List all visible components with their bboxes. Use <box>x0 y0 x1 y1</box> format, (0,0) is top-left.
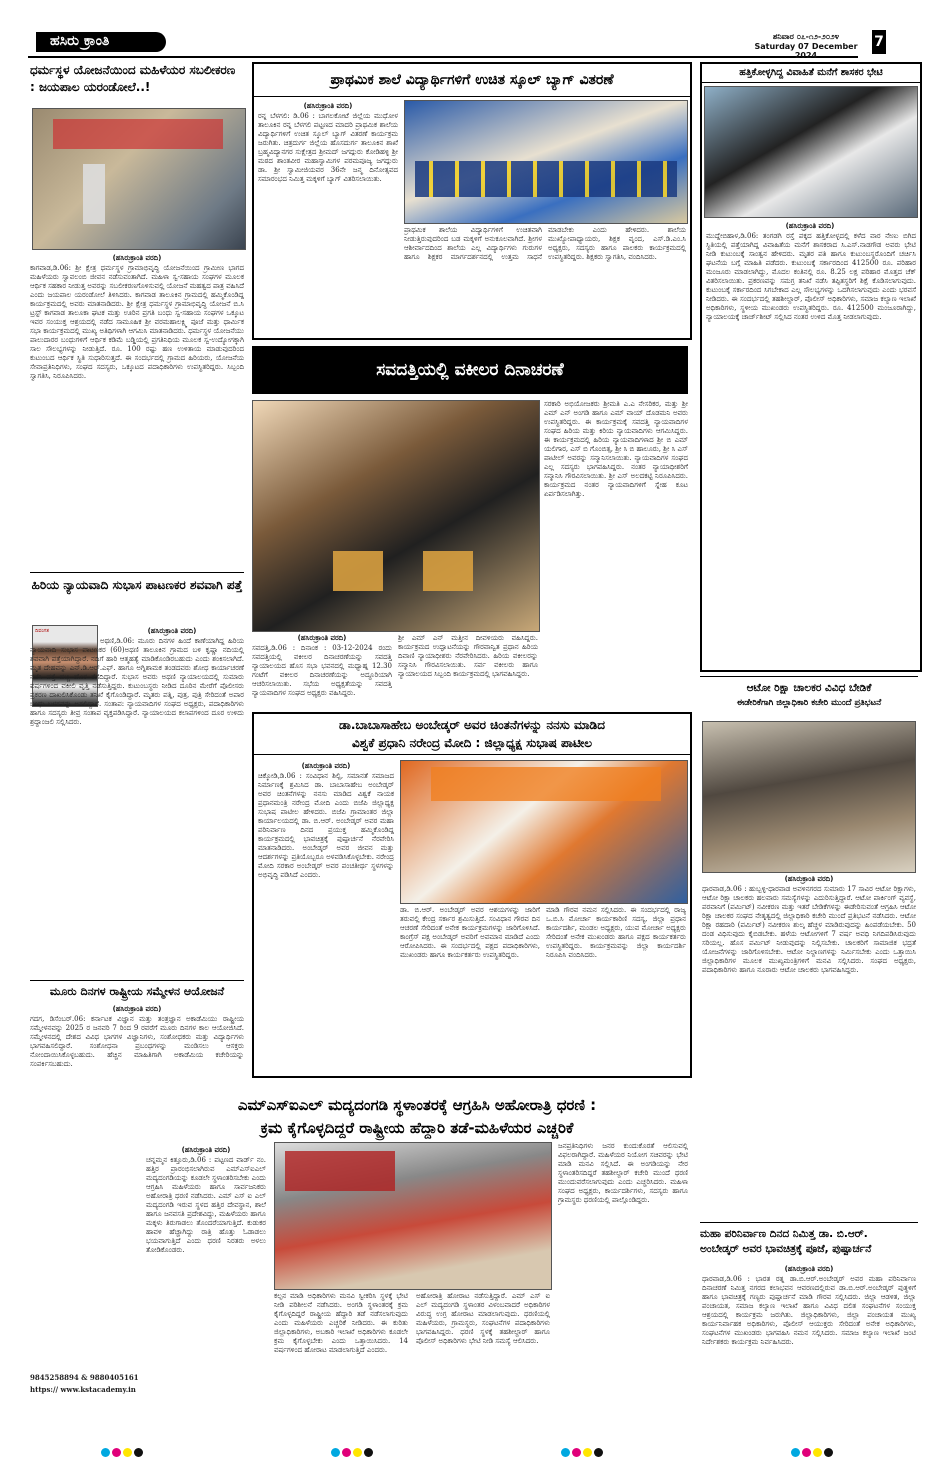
photo-women-protest <box>274 1142 552 1290</box>
banner-graphic <box>53 119 223 149</box>
magenta-mark <box>112 1448 121 1457</box>
cyan-mark <box>101 1448 110 1457</box>
headline-band: ಸವದತ್ತಿಯಲ್ಲಿ ವಕೀಲರ ದಿನಾಚರಣೆ <box>252 346 688 394</box>
headline-line1: ಡಾ.ಬಾಬಾಸಾಹೇಬ ಅಂಬೇಡ್ಕರ್ ಅವರ ಚಿಂತನೆಗಳನ್ನು ನನಸು ಮಾಡಿದ <box>338 718 605 732</box>
date-english: Saturday 07 December 2024 <box>754 42 858 60</box>
article-body-b: ಡಾ. ಬಿ.ಆರ್. ಅಂಬೇಡ್ಕರ್ ಅವರ ಆಶಯಗಳನ್ನು ಜಾರಿಗೆ ತರುವಲ್ಲಿ ಕೇಂದ್ರ ಸರ್ಕಾರ ಶ್ರಮಿಸುತ್ತಿದೆ. ಸಂವಿಧಾನ ಗೌರವ ದಿನ ಆಚರಣೆ ಸೇರಿದಂತೆ ಅನೇಕ ಕಾರ್ಯಕ್ರಮಗಳನ್ನು ಜಾರಿಗೊಳಿಸಿದೆ. ಕಾಂಗ್ರೆಸ್ ಪಕ್ಷ ಅಂಬೇಡ್ಕರ್ ಅವರಿಗೆ ಅವಮಾನ ಮಾಡಿದೆ ಎಂದು ಆರೋಪಿಸಿದರು. ಈ ಸಂದರ್ಭದಲ್ಲಿ ಪಕ್ಷದ ಪದಾಧಿಕಾರಿಗಳು, ಮುಖಂಡರು ಹಾಗೂ ಕಾರ್ಯಕರ್ತರು ಉಪಸ್ಥಿತರಿದ್ದರು. <box>400 906 540 959</box>
dateline: (ಹಸಿರುಕ್ರಾಂತಿ ವರದಿ) <box>147 627 197 635</box>
cyan-mark <box>331 1448 340 1457</box>
article-vakilara-dinacharane <box>252 346 688 704</box>
bjp-banner-graphic <box>431 767 661 801</box>
registration-marks-3 <box>560 1442 604 1461</box>
masthead <box>28 30 884 60</box>
cyan-mark <box>791 1448 800 1457</box>
headline-line2: ಈಡೇರಿಕೆಗಾಗಿ ಜಿಲ್ಲಾಧಿಕಾರಿ ಕಚೇರಿ ಮುಂದೆ ಪ್ರತಿಭಟನೆ <box>736 698 882 708</box>
frame-right-graphic <box>423 551 473 591</box>
dateline: (ಹಸಿರುಕ್ರಾಂತಿ ವರದಿ) <box>303 102 353 110</box>
article-body: ಧಾರವಾಡ,ಡಿ.06 : ಭಾರತ ರತ್ನ ಡಾ.ಬಿ.ಆರ್.ಅಂಬೇಡ್ಕರ್ ಅವರ ಮಹಾ ಪರಿನಿರ್ವಾಣ ದಿನಾಚರಣೆ ನಿಮಿತ್ತ ನಗರದ ಕಲಾಭವನ ಆವರಣದಲ್ಲಿರುವ ಡಾ.ಬಿ.ಆರ್.ಅಂಬೇಡ್ಕರ್ ಪುತ್ಥಳಿಗೆ ಹಾಗೂ ಭಾವಚಿತ್ರಕ್ಕೆ ಗಣ್ಯರು ಪುಷ್ಪಾರ್ಚನೆ ಮಾಡಿ ಗೌರವ ಸಲ್ಲಿಸಿದರು. ಜಿಲ್ಲಾ ಆಡಳಿತ, ಜಿಲ್ಲಾ ಪಂಚಾಯತ, ಸಮಾಜ ಕಲ್ಯಾಣ ಇಲಾಖೆ ಹಾಗೂ ವಿವಿಧ ದಲಿತ ಸಂಘಟನೆಗಳ ಸಂಯುಕ್ತ ಆಶ್ರಯದಲ್ಲಿ ಕಾರ್ಯಕ್ರಮ ಜರುಗಿತು. ಜಿಲ್ಲಾಧಿಕಾರಿಗಳು, ಜಿಲ್ಲಾ ಪಂಚಾಯತ ಮುಖ್ಯ ಕಾರ್ಯನಿರ್ವಾಹಕ ಅಧಿಕಾರಿಗಳು, ಪೊಲೀಸ್ ಆಯುಕ್ತರು ಸೇರಿದಂತೆ ಅನೇಕ ಅಧಿಕಾರಿಗಳು, ಸಂಘಟನೆಗಳ ಮುಖಂಡರು ಭಾಗವಹಿಸಿ ನಮನ ಸಲ್ಲಿಸಿದರು. ಸಮಾಜ ಕಲ್ಯಾಣ ಇಲಾಖೆ ಜಂಟಿ ನಿರ್ದೇಶಕರು ಕಾರ್ಯಕ್ರಮ ನಿರ್ವಹಿಸಿದರು. <box>702 1275 916 1346</box>
page-number: 7 <box>872 30 886 54</box>
headline: ಹಿರಿಯ ನ್ಯಾಯವಾದಿ ಸುಭಾಸ ಪಾಟಣಕರ ಶವವಾಗಿ ಪತ್ತೆ <box>31 578 243 592</box>
dateline: (ಹಸಿರುಕ್ರಾಂತಿ ವರದಿ) <box>784 1265 834 1273</box>
headline: ಮೂರು ದಿನಗಳ ರಾಷ್ಟ್ರೀಯ ಸಮ್ಮೇಳನ ಆಯೋಜನೆ <box>49 985 225 998</box>
article-body-b: ಶ್ರೀ ಎಮ್ ಎನ್ ಮತ್ತೀನ ದೀವಳಿಯರು ವಹಿಸಿದ್ದರು. ಕಾರ್ಯಕ್ರಮದ ಉದ್ಘಾಟನೆಯನ್ನು ಗೌರವಾನ್ವಿತ ಪ್ರಧಾನ ಹಿರಿಯ ದಿವಾಣಿ ನ್ಯಾಯಾಧೀಶರು ನೆರವೇರಿಸಿದರು. ಹಿರಿಯ ವಕೀಲರನ್ನು ಸನ್ಮಾನಿಸಿ ಗೌರವಿಸಲಾಯಿತು. ಸರ್ವ ವಕೀಲರು ಹಾಗೂ ನ್ಯಾಯಾಲಯದ ಸಿಬ್ಬಂದಿ ಕಾರ್ಯಕ್ರಮದಲ್ಲಿ ಭಾಗವಹಿಸಿದ್ದರು. <box>398 634 538 678</box>
students-row-graphic <box>415 161 677 197</box>
photo-students-bags <box>404 100 688 224</box>
headline-line1: ಮಹಾ ಪರಿನಿರ್ವಾಣ ದಿನದ ನಿಮಿತ್ತ ಡಾ. ಬಿ.ಆರ್. <box>700 1228 868 1240</box>
registration-marks-2 <box>330 1442 374 1461</box>
yellow-mark <box>583 1448 592 1457</box>
article-body: ಧಾರವಾಡ,ಡಿ.06 : ಹುಬ್ಬಳ್ಳಿ-ಧಾರವಾಡ ಅವಳಿನಗರದ ಸುಮಾರು 17 ಸಾವಿರ ಆಟೋ ರಿಕ್ಷಾಗಳು, ಆಟೋ ರಿಕ್ಷಾ ಚಾಲಕರು ಹಲವಾರು ಸಮಸ್ಯೆಗಳನ್ನು ಎದುರಿಸುತ್ತಿದ್ದಾರೆ. ಆಟೋ ಪಾರ್ಕಿಂಗ್ ವ್ಯವಸ್ಥೆ, ಪರವಾನಿಗೆ (ಪರ್ಮಿಟ್) ನವೀಕರಣ ಮತ್ತು ಇತರೆ ಬೇಡಿಕೆಗಳನ್ನು ಈಡೇರಿಸುವಂತೆ ಆಗ್ರಹಿಸಿ ಆಟೋ ರಿಕ್ಷಾ ಚಾಲಕರ ಸಂಘದ ನೇತೃತ್ವದಲ್ಲಿ ಜಿಲ್ಲಾಧಿಕಾರಿ ಕಚೇರಿ ಮುಂದೆ ಪ್ರತಿಭಟನೆ ನಡೆಸಿದರು. ಆಟೋ ರಿಕ್ಷಾ ರಹದಾರಿ (ಪರ್ಮಿಟ್) ನವೀಕರಣ ಶುಲ್ಕ ಹೆಚ್ಚಳ ಮಾಡಿರುವುದನ್ನು ಹಿಂಪಡೆಯಬೇಕು. 50 ದಂಡ ವಿಧಿಸುವುದು ಕೈಬಿಡಬೇಕು. ಹಳೆಯ ಆಟೋಗಳಿಗೆ 7 ವರ್ಷ ಅವಧಿ ನಿಗದಿಪಡಿಸಿರುವುದು ಸರಿಯಲ್ಲ. ಹೊಸ ಪರ್ಮಿಟ್ ನೀಡುವುದನ್ನು ನಿಲ್ಲಿಸಬೇಕು. ಚಾಲಕರಿಗೆ ಸಾಮಾಜಿಕ ಭದ್ರತೆ ಯೋಜನೆಗಳನ್ನು ಜಾರಿಗೊಳಿಸಬೇಕು. ಆಟೋ ನಿಲ್ದಾಣಗಳನ್ನು ನಿರ್ಮಿಸಬೇಕು ಎಂದು ಒತ್ತಾಯಿಸಿ ಜಿಲ್ಲಾಧಿಕಾರಿಗಳ ಮೂಲಕ ಮುಖ್ಯಮಂತ್ರಿಗಳಿಗೆ ಮನವಿ ಸಲ್ಲಿಸಿದರು. ಸಂಘದ ಅಧ್ಯಕ್ಷರು, ಪದಾಧಿಕಾರಿಗಳು ಹಾಗೂ ನೂರಾರು ಆಟೋ ಚಾಲಕರು ಭಾಗವಹಿಸಿದ್ದರು. <box>702 885 916 974</box>
yellow-mark <box>123 1448 132 1457</box>
article-body-a: ಚನ್ನಮ್ಮನ ಕಿತ್ತೂರು,ಡಿ.06 : ಪಟ್ಟಣದ ವಾರ್ಡ್ ನಂ. ಹತ್ತಿರ ಪ್ರಾರಂಭಿಸಲಾಗಿರುವ ಎಮ್‌ಎಸ್‌ಐಎಲ್ ಮದ್ಯದಂಗಡಿಯನ್ನು ಕೂಡಲೇ ಸ್ಥಳಾಂತರಿಸಬೇಕು ಎಂದು ಆಗ್ರಹಿಸಿ ಮಹಿಳೆಯರು ಹಾಗೂ ಸಾರ್ವಜನಿಕರು ಅಹೋರಾತ್ರಿ ಧರಣಿ ನಡೆಸಿದರು. ಎಮ್ ಎಸ್ ಐ ಎಲ್ ಮದ್ಯದಂಗಡಿ ಇರುವ ಸ್ಥಳದ ಹತ್ತಿರ ದೇವಸ್ಥಾನ, ಶಾಲೆ ಹಾಗೂ ಜನವಸತಿ ಪ್ರದೇಶವಿದ್ದು, ಮಹಿಳೆಯರು ಹಾಗೂ ಮಕ್ಕಳು ತಿರುಗಾಡಲು ತೊಂದರೆಯಾಗುತ್ತಿದೆ. ಕುಡುಕರ ಹಾವಳಿ ಹೆಚ್ಚಾಗಿದ್ದು ರಾತ್ರಿ ಹೊತ್ತು ಓಡಾಡಲು ಭಯವಾಗುತ್ತಿದೆ ಎಂದು ಧರಣಿ ನಿರತರು ಅಳಲು ತೋಡಿಕೊಂಡರು. <box>146 1156 266 1254</box>
article-body-a: ಸವದತ್ತಿ,ಡಿ.06 : ದಿನಾಂಕ : 03-12-2024 ರಂದು ಸವದತ್ತಿಯಲ್ಲಿ ವಕೀಲರ ದಿನಾಚರಣೆಯನ್ನು ಸವದತ್ತಿ ನ್ಯಾಯಾಲಯದ ಹೊಸ ಸಭಾ ಭವನದಲ್ಲಿ ಮಧ್ಯಾಹ್ನ 12.30 ಗಂಟೆಗೆ ವಕೀಲರ ದಿನಾಚರಣೆಯನ್ನು ಅದ್ಧೂರಿಯಾಗಿ ಆಚರಿಸಲಾಯಿತು. ಸಭೆಯ ಅಧ್ಯಕ್ಷತೆಯನ್ನು ಸವದತ್ತಿ ನ್ಯಾಯವಾದಿಗಳ ಸಂಘದ ಅಧ್ಯಕ್ಷರು ವಹಿಸಿದ್ದರು. <box>252 644 392 697</box>
article-auto-protest <box>700 676 918 1217</box>
photo-bjp-event <box>400 760 688 904</box>
portrait-caption: ದಿವಂಗತ <box>35 628 50 634</box>
article-hattikolla <box>700 62 922 672</box>
dateline: (ಹಸಿರುಕ್ರಾಂತಿ ವರದಿ) <box>784 875 834 883</box>
article-msil-dharani <box>146 1094 688 1424</box>
headline-line2: ಅಂಬೇಡ್ಕರ್ ಅವರ ಭಾವಚಿತ್ರಕ್ಕೆ ಪೂಜೆ, ಪುಷ್ಪಾರ್ಚನೆ <box>700 1243 872 1255</box>
article-school-bag <box>252 62 692 340</box>
article-subhash-obit <box>30 572 244 978</box>
key-mark <box>364 1448 373 1457</box>
dateline: (ಹಸಿರುಕ್ರಾಂತಿ ವರದಿ) <box>297 634 347 642</box>
headline-line1: ಆಟೋ ರಿಕ್ಷಾ ಚಾಲಕರ ವಿವಿಧ ಬೇಡಿಕೆ <box>746 682 872 694</box>
key-mark <box>824 1448 833 1457</box>
magenta-mark <box>342 1448 351 1457</box>
article-body: ಗದಗ, ಡಿಸೆಂಬರ್.06: ಕರ್ನಾಟಕ ವಿಜ್ಞಾನ ಮತ್ತು ತಂತ್ರಜ್ಞಾನ ಅಕಾಡೆಮಿಯು ರಾಷ್ಟ್ರೀಯ ಸಮ್ಮೇಳನವನ್ನು 2025 ರ ಜನವರಿ 7 ರಿಂದ 9 ರವರೆಗೆ ಮೂರು ದಿನಗಳ ಕಾಲ ಆಯೋಜಿಸಿದೆ. ಸಮ್ಮೇಳನದಲ್ಲಿ ದೇಶದ ವಿವಿಧ ಭಾಗಗಳ ವಿಜ್ಞಾನಿಗಳು, ಸಂಶೋಧಕರು ಮತ್ತು ವಿದ್ಯಾರ್ಥಿಗಳು ಭಾಗವಹಿಸಲಿದ್ದಾರೆ. ಸಂಶೋಧನಾ ಪ್ರಬಂಧಗಳನ್ನು ಮಂಡಿಸಲು ಆಸಕ್ತರು ನೋಂದಾಯಿಸಿಕೊಳ್ಳಬಹುದು. ಹೆಚ್ಚಿನ ಮಾಹಿತಿಗಾಗಿ ಅಕಾಡೆಮಿಯ ಕಚೇರಿಯನ್ನು ಸಂಪರ್ಕಿಸಬಹುದು. <box>30 1015 244 1068</box>
headline: ಪ್ರಾಥಮಿಕ ಶಾಲೆ ವಿದ್ಯಾರ್ಥಿಗಳಿಗೆ ಉಚಿತ ಸ್ಕೂಲ್ ಬ್ಯಾಗ್ ವಿತರಣೆ <box>254 64 690 97</box>
article-body: ಮುದ್ದೇಬಿಹಾಳ,ಡಿ.06: ತಂಗಡಗಿ ರಸ್ತೆ ಪಕ್ಕದ ಹತ್ತಿಕೋಳ್ಳದಲ್ಲಿ ಕಳೆದ ವಾರ ನೇಣು ಬಿಗಿದ ಸ್ಥಿತಿಯಲ್ಲಿ ಪತ್ತೆಯಾಗಿದ್ದ ವಿವಾಹಿತೆಯ ಮನೆಗೆ ಶಾಸಕರಾದ ಸಿ.ಎಸ್.ನಾಡಗೌಡ ಅವರು ಭೇಟಿ ನೀಡಿ ಕುಟುಂಬಕ್ಕೆ ಸಾಂತ್ವನ ಹೇಳಿದರು. ಮೃತರ ಪತಿ ಹಾಗೂ ಕುಟುಂಬಸ್ಥರೊಂದಿಗೆ ಚರ್ಚಿಸಿ ಘಟನೆಯ ಬಗ್ಗೆ ಮಾಹಿತಿ ಪಡೆದರು. ಕುಟುಂಬಕ್ಕೆ ಸರ್ಕಾರದಿಂದ 412500 ರೂ. ಪರಿಹಾರ ಮಂಜೂರು ಮಾಡಲಾಗಿದ್ದು, ಮೊದಲ ಕಂತಿನಲ್ಲಿ ರೂ. 8.25 ಲಕ್ಷ ಪರಿಹಾರ ಮೊತ್ತದ ಚೆಕ್ ವಿತರಿಸಲಾಯಿತು. ಪ್ರಕರಣವನ್ನು ಸಮಗ್ರ ತನಿಖೆ ನಡೆಸಿ ತಪ್ಪಿತಸ್ಥರಿಗೆ ಶಿಕ್ಷೆ ಕೊಡಿಸಲಾಗುವುದು. ಕುಟುಂಬಕ್ಕೆ ಸರ್ಕಾರದಿಂದ ಸಿಗಬೇಕಾದ ಎಲ್ಲ ಸೌಲಭ್ಯಗಳನ್ನು ಒದಗಿಸಲಾಗುವುದು ಎಂದು ಭರವಸೆ ನೀಡಿದರು. ಈ ಸಂದರ್ಭದಲ್ಲಿ ತಹಶೀಲ್ದಾರ್, ಪೊಲೀಸ್ ಅಧಿಕಾರಿಗಳು, ಸಮಾಜ ಕಲ್ಯಾಣ ಇಲಾಖೆ ಅಧಿಕಾರಿಗಳು, ಸ್ಥಳೀಯ ಮುಖಂಡರು ಉಪಸ್ಥಿತರಿದ್ದರು. ರೂ. 412500 ಮಂಜೂರಾಗಿದ್ದು, ನ್ಯಾಯಾಲಯಕ್ಕೆ ಚಾರ್ಜ್‌ಶೀಟ್ ಸಲ್ಲಿಸಿದ ನಂತರ ಉಳಿದ ಮೊತ್ತ ನೀಡಲಾಗುವುದು. <box>706 232 916 321</box>
cyan-mark <box>561 1448 570 1457</box>
key-mark <box>594 1448 603 1457</box>
dateline: (ಹಸಿರುಕ್ರಾಂತಿ ವರದಿ) <box>785 222 835 230</box>
headline-line1: ಎಮ್‌ಎಸ್‌ಐಎಲ್ ಮದ್ಯದಂಗಡಿ ಸ್ಥಳಾಂತರಕ್ಕೆ ಆಗ್ರಹಿಸಿ ಅಹೋರಾತ್ರಿ ಧರಣಿ : <box>237 1096 597 1114</box>
article-body-b: ಪ್ರಾಥಮಿಕ ಶಾಲೆಯ ವಿದ್ಯಾರ್ಥಿಗಳಿಗೆ ಉಚಿತವಾಗಿ ನೀಡುತ್ತಿರುವುದರಿಂದ ಬಡ ಮಕ್ಕಳಿಗೆ ಅನುಕೂಲವಾಗಿದೆ. ಶ್ರೀಗಳ ಆಶೀರ್ವಾದದಿಂದ ಶಾಲೆಯ ಎಲ್ಲ ವಿದ್ಯಾರ್ಥಿಗಳು ಗುರುಗಳ ಹಾಗೂ ಶಿಕ್ಷಕರ ಮಾರ್ಗದರ್ಶನದಲ್ಲಿ ಉತ್ತಮ ಸಾಧನೆ ಮಾಡಬೇಕು ಎಂದು ಹೇಳಿದರು. ಶಾಲೆಯ ಮುಖ್ಯೋಪಾಧ್ಯಾಯರು, ಶಿಕ್ಷಕ ವೃಂದ, ಎಸ್.ಡಿ.ಎಂ.ಸಿ ಅಧ್ಯಕ್ಷರು, ಸದಸ್ಯರು ಹಾಗೂ ಪಾಲಕರು ಕಾರ್ಯಕ್ರಮದಲ್ಲಿ ಉಪಸ್ಥಿತರಿದ್ದರು. ಶಿಕ್ಷಕರು ಸ್ವಾಗತಿಸಿ, ವಂದಿಸಿದರು. <box>404 226 686 261</box>
dateline: (ಹಸಿರುಕ್ರಾಂತಿ ವರದಿ) <box>181 1146 231 1154</box>
article-body-a: ರನ್ನ ಬೆಳಗಲಿ: ಡಿ.06 : ಬಾಗಲಕೋಟೆ ಜಿಲ್ಲೆಯ ಮುಧೋಳ ತಾಲೂಕಿನ ರನ್ನ ಬೆಳಗಲಿ ಪಟ್ಟಣದ ಮಾದರಿ ಪ್ರಾಥಮಿಕ ಶಾಲೆಯ ವಿದ್ಯಾರ್ಥಿಗಳಿಗೆ ಉಚಿತ ಸ್ಕೂಲ್ ಬ್ಯಾಗ್ ವಿತರಣೆ ಕಾರ್ಯಕ್ರಮ ಜರುಗಿತು. ಚಿತ್ರದುರ್ಗ ಜಿಲ್ಲೆಯ ಹೊಸದುರ್ಗ ತಾಲೂಕಿನ ಶಾಖೆ ಬ್ರಹ್ಮವಿದ್ಯಾನಗರ ಸುಕ್ಷೇತ್ರದ ಶ್ರೀಮದ್ ಜಗದ್ಗುರು ಕೋಡಿಹಳ್ಳಿ ಶ್ರೀ ಮಠದ ಶಾಂತವೀರ ಮಹಾಸ್ವಾಮಿಗಳ ಪರಮಪೂಜ್ಯ ಜಗದ್ಗುರು ಡಾ. ಶ್ರೀ ಸ್ವಾಮೀಜಿಯವರ 36ನೇ ಜನ್ಮ ದಿನೋತ್ಸವದ ಸಮಾರಂಭದ ನಿಮಿತ್ತ ಮಕ್ಕಳಿಗೆ ಬ್ಯಾಗ್ ವಿತರಿಸಲಾಯಿತು. <box>258 112 398 183</box>
registration-marks-1 <box>100 1442 144 1461</box>
article-body: ಅಥಣಿ,ಡಿ.06: ಮೂರು ದಿನಗಳ ಹಿಂದೆ ಕಾಣೆಯಾಗಿದ್ದ ಹಿರಿಯ ನ್ಯಾಯವಾದಿ ಸುಭಾಸ ಪಾಟಣಕರ (60)ಅಥಣಿ ತಾಲೂಕಿನ ಗ್ರಾಮದ ಬಳಿ ಕೃಷ್ಣಾ ನದಿಯಲ್ಲಿ ಶವವಾಗಿ ಪತ್ತೆಯಾಗಿದ್ದಾರೆ. ನದಿಗೆ ಹಾರಿ ಆತ್ಮಹತ್ಯೆ ಮಾಡಿಕೊಂಡಿರಬಹುದು ಎಂದು ಶಂಕಿಸಲಾಗಿದೆ. ಮೃತ ದೇಹವನ್ನು ಎನ್.ಡಿ.ಆರ್.ಎಫ್. ಹಾಗೂ ಅಗ್ನಿಶಾಮಕ ತಂಡದವರು ಶೋಧ ಕಾರ್ಯಾಚರಣೆ ನಡೆಸಿ ಪತ್ತೆ ಹಚ್ಚಿ ಹೊರ ತೆಗೆದಿದ್ದಾರೆ. ಸುಭಾಸ ಅವರು ಅಥಣಿ ನ್ಯಾಯಾಲಯದಲ್ಲಿ ಸುಮಾರು ವರ್ಷಗಳಿಂದ ವಕೀಲಿ ವೃತ್ತಿ ನಡೆಸುತ್ತಿದ್ದರು. ಕುಟುಂಬಸ್ಥರು ನೀಡಿದ ದೂರಿನ ಮೇರೆಗೆ ಪೊಲೀಸರು ಪ್ರಕರಣ ದಾಖಲಿಸಿಕೊಂಡು ತನಿಖೆ ಕೈಗೊಂಡಿದ್ದಾರೆ. ಮೃತರು ಪತ್ನಿ, ಪುತ್ರ, ಪುತ್ರಿ ಸೇರಿದಂತೆ ಅಪಾರ ಬಂಧು ಬಳಗವನ್ನು ಅಗಲಿದ್ದಾರೆ. ಸಂತಾಪ: ನ್ಯಾಯವಾದಿಗಳ ಸಂಘದ ಅಧ್ಯಕ್ಷರು, ಪದಾಧಿಕಾರಿಗಳು ಹಾಗೂ ಸದಸ್ಯರು ತೀವ್ರ ಸಂತಾಪ ವ್ಯಕ್ತಪಡಿಸಿದ್ದಾರೆ. ನ್ಯಾಯಾಲಯದ ಕಲಾಪಗಳಿಂದ ದೂರ ಉಳಿದು ಶ್ರದ್ಧಾಂಜಲಿ ಸಲ್ಲಿಸಿದರು. <box>30 637 244 726</box>
protest-banner-graphic <box>285 1151 395 1191</box>
registration-marks-4 <box>790 1442 834 1461</box>
photo-auto-drivers-protest <box>702 721 916 873</box>
yellow-mark <box>353 1448 362 1457</box>
date-kannada: ಶನಿವಾರ ೦೭-೧೨-೨೦೨೪ <box>772 32 840 41</box>
article-body-d: ಜನಪ್ರತಿನಿಧಿಗಳು ಜನರ ಕುಂದುಕೊರತೆ ಆಲಿಸುವಲ್ಲಿ ವಿಫಲರಾಗಿದ್ದಾರೆ. ಮಹಿಳೆಯರ ನಿಯೋಗ ಸಚಿವರನ್ನು ಭೇಟಿ ಮಾಡಿ ಮನವಿ ಸಲ್ಲಿಸಿದೆ. ಈ ಅಂಗಡಿಯನ್ನು ನೇರ ಸ್ಥಳಾಂತರಿಸದಿದ್ದರೆ ತಹಶೀಲ್ದಾರ್ ಕಚೇರಿ ಮುಂದೆ ಧರಣಿ ಮುಂದುವರೆಸಲಾಗುವುದು ಎಂದು ಎಚ್ಚರಿಸಿದರು. ಮಹಿಳಾ ಸಂಘದ ಅಧ್ಯಕ್ಷರು, ಕಾರ್ಯದರ್ಶಿಗಳು, ಸದಸ್ಯರು ಹಾಗೂ ಗ್ರಾಮಸ್ಥರು ಧರಣಿಯಲ್ಲಿ ಪಾಲ್ಗೊಂಡಿದ್ದರು. <box>558 1142 688 1204</box>
headline-line2: ವಿಶ್ವಕೆ ಪ್ರಧಾನಿ ನರೇಂದ್ರ ಮೋದಿ : ಜಿಲ್ಲಾಧ್ಯಕ್ಷ ಸುಭಾಷ ಪಾಟೀಲ <box>254 734 690 755</box>
paper-name: ಹಸಿರು ಕ್ರಾಂತಿ <box>50 33 110 49</box>
podium-graphic <box>83 164 105 224</box>
website-link[interactable]: https:// www.kstacademy.in <box>30 1385 136 1394</box>
article-body-a: ಚಿಕ್ಕೋಡಿ,ಡಿ.06 : ಸಂವಿಧಾನ ಶಿಲ್ಪಿ, ಸಮಾನತೆ ಸಮಾಜದ ನಿರ್ಮಾಣಕ್ಕೆ ಶ್ರಮಿಸಿದ ಡಾ. ಬಾಬಾಸಾಹೇಬ ಅಂಬೇಡ್ಕರ್ ಅವರ ಚಿಂತನೆಗಳನ್ನು ನನಸು ಮಾಡಿದ ವಿಶ್ವಕೆ ನಾಯಕ ಪ್ರಧಾನಮಂತ್ರಿ ನರೇಂದ್ರ ಮೋದಿ ಎಂದು ಬಿಜೆಪಿ ಜಿಲ್ಲಾಧ್ಯಕ್ಷ ಸುಭಾಷ ಪಾಟೀಲ ಹೇಳಿದರು. ಬಿಜೆಪಿ ಗ್ರಾಮಾಂತರ ಜಿಲ್ಲಾ ಕಾರ್ಯಾಲಯದಲ್ಲಿ ಡಾ. ಬಿ.ಆರ್. ಅಂಬೇಡ್ಕರ್ ಅವರ ಮಹಾ ಪರಿನಿರ್ವಾಣ ದಿನದ ಪ್ರಯುಕ್ತ ಹಮ್ಮಿಕೊಂಡಿದ್ದ ಕಾರ್ಯಕ್ರಮದಲ್ಲಿ ಭಾವಚಿತ್ರಕ್ಕೆ ಪುಷ್ಪಾರ್ಚನೆ ನೆರವೇರಿಸಿ ಮಾತನಾಡಿದರು. ಅಂಬೇಡ್ಕರ್ ಅವರ ಜೀವನ ಮತ್ತು ಆದರ್ಶಗಳನ್ನು ಪ್ರತಿಯೊಬ್ಬರೂ ಅಳವಡಿಸಿಕೊಳ್ಳಬೇಕು. ನರೇಂದ್ರ ಮೋದಿ ಸರಕಾರ ಅಂಬೇಡ್ಕರ್ ಅವರ ಪಂಚತೀರ್ಥ ಸ್ಥಳಗಳನ್ನು ಅಭಿವೃದ್ಧಿ ಪಡಿಸಿದೆ ಎಂದರು. <box>258 772 394 879</box>
photo-lawyers-felicitation <box>252 400 540 632</box>
article-body: ಕಾಗವಾಡ,ಡಿ.06: ಶ್ರೀ ಕ್ಷೇತ್ರ ಧರ್ಮಸ್ಥಳ ಗ್ರಾಮಾಭಿವೃದ್ಧಿ ಯೋಜನೆಯಿಂದ ಗ್ರಾಮೀಣ ಭಾಗದ ಮಹಿಳೆಯರು ಸ್ವಾವಲಂಬಿ ಜೀವನ ನಡೆಸುವಂತಾಗಿದೆ. ಮಹಿಳಾ ಸ್ವ-ಸಹಾಯ ಸಂಘಗಳ ಮೂಲಕ ಆರ್ಥಿಕ ಸಹಕಾರ ನೀಡುತ್ತ ಅವರನ್ನು ಸಬಲೀಕರಣಗೊಳಿಸುವಲ್ಲಿ ಯೋಜನೆ ಮಹತ್ವದ ಪಾತ್ರ ವಹಿಸಿದೆ ಎಂದು ಜಯಪಾಲ ಯರಂಡೋಲೆ ತಿಳಿಸಿದರು. ಕಾಗವಾಡ ತಾಲೂಕಿನ ಗ್ರಾಮದಲ್ಲಿ ಹಮ್ಮಿಕೊಂಡಿದ್ದ ಕಾರ್ಯಕ್ರಮದಲ್ಲಿ ಅವರು ಮಾತನಾಡಿದರು. ಶ್ರೀ ಕ್ಷೇತ್ರ ಧರ್ಮಸ್ಥಳ ಗ್ರಾಮಾಭಿವೃದ್ಧಿ ಯೋಜನೆ ಬಿ.ಸಿ ಟ್ರಸ್ಟ್ ಕಾಗವಾಡ ತಾಲೂಕಾ ಘಟಕ ಮತ್ತು ಊರಿನ ಪ್ರಗತಿ ಬಂಧು ಸ್ವ-ಸಹಾಯ ಸಂಘಗಳ ಒಕ್ಕೂಟ ಇವರ ಸಂಯುಕ್ತ ಆಶ್ರಯದಲ್ಲಿ ನಡೆದ ಸಾಮೂಹಿಕ ಶ್ರೀ ವರಮಹಾಲಕ್ಷ್ಮಿ ಪೂಜೆ ಮತ್ತು ಧಾರ್ಮಿಕ ಸಭಾ ಕಾರ್ಯಕ್ರಮದಲ್ಲಿ ಮುಖ್ಯ ಅತಿಥಿಗಳಾಗಿ ಆಗಮಿಸಿ ಮಾತನಾಡಿದರು. ಧರ್ಮಸ್ಥಳ ಯೋಜನೆಯು ಪಾಲುದಾರರ ಬಂಧುಗಳಿಗೆ ಆರ್ಥಿಕ ಕಡಿಮೆ ಬಡ್ಡಿಯಲ್ಲಿ ಪ್ರಗತಿನಿಧಿಯ ಮೂಲಕ ಸ್ವ-ಉದ್ಯೋಗಕ್ಕಾಗಿ ಸಾಲ ಸೌಲಭ್ಯಗಳನ್ನು ನೀಡುತ್ತಿದೆ. ರೂ. 100 ರಷ್ಟು ಹಣ ಉಳಿತಾಯ ಮಾಡುವುದರಿಂದ ಕುಟುಂಬದ ಆರ್ಥಿಕ ಸ್ಥಿತಿ ಸುಧಾರಿಸುತ್ತದೆ. ಈ ಸಂದರ್ಭದಲ್ಲಿ ಗ್ರಾಮದ ಹಿರಿಯರು, ಯೋಜನೆಯ ಸೇವಾಪ್ರತಿನಿಧಿಗಳು, ಸಂಘದ ಸದಸ್ಯರು, ಒಕ್ಕೂಟದ ಪದಾಧಿಕಾರಿಗಳು ಉಪಸ್ಥಿತರಿದ್ದರು. ಸಿಬ್ಬಂದಿ ಸ್ವಾಗತಿಸಿ, ನಿರೂಪಿಸಿದರು. <box>30 264 244 380</box>
headline: ಧರ್ಮಸ್ಥಳ ಯೋಜನೆಯಿಂದ ಮಹಿಳೆಯರ ಸಬಲೀಕರಣ : ಜಯಪಾಲ ಯರಂಡೋಲೆ..! <box>30 63 236 94</box>
article-body-b: ಕಲ್ಪನ ಮಾಡಿ ಅಧಿಕಾರಿಗಳು ಮನವಿ ಸ್ವೀಕರಿಸಿ ಸ್ಥಳಕ್ಕೆ ಭೇಟಿ ನೀಡಿ ಪರಿಶೀಲನೆ ನಡೆಸಿದರು. ಅಂಗಡಿ ಸ್ಥಳಾಂತರಕ್ಕೆ ಕ್ರಮ ಕೈಗೊಳ್ಳದಿದ್ದರೆ ರಾಷ್ಟ್ರೀಯ ಹೆದ್ದಾರಿ ತಡೆ ನಡೆಸಲಾಗುವುದು ಎಂದು ಮಹಿಳೆಯರು ಎಚ್ಚರಿಕೆ ನೀಡಿದರು. ಈ ಕುರಿತು ಜಿಲ್ಲಾಧಿಕಾರಿಗಳು, ಅಬಕಾರಿ ಇಲಾಖೆ ಅಧಿಕಾರಿಗಳು ಕೂಡಲೇ ಕ್ರಮ ಕೈಗೊಳ್ಳಬೇಕು ಎಂದು ಒತ್ತಾಯಿಸಿದರು. 14 ವರ್ಷಗಳಿಂದ ಹೋರಾಟ ಮಾಡಲಾಗುತ್ತಿದೆ ಎಂದರು. <box>274 1292 408 1354</box>
headline: ಹತ್ತಿಕೋಳ್ಳಗಿದ್ದ ವಿವಾಹಿತೆ ಮನೆಗೆ ಶಾಸಕರ ಭೇಟಿ <box>702 64 920 83</box>
photo-dharmasthala-event <box>32 108 246 250</box>
article-body-c: ಸರಕಾರಿ ಅಭಿಯೋಜಕರು ಶ್ರೀಮತಿ ಎ.ಎ ನೇಸರಿಕರ, ಮತ್ತು ಶ್ರೀ ಎಮ್ ಎನ್ ಅಂಗಡಿ ಹಾಗೂ ಎಮ್ ವಾಯ್ ದೊಡಮನಿ ಅವರು ಉಪಸ್ಥಿತರಿದ್ದರು. ಈ ಕಾರ್ಯಕ್ರಮಕ್ಕೆ ಸವದತ್ತಿ ನ್ಯಾಯವಾದಿಗಳ ಸಂಘದ ಹಿರಿಯ ಮತ್ತು ಕಿರಿಯ ನ್ಯಾಯವಾದಿಗಳು ಆಗಮಿಸಿದ್ದರು. ಈ ಕಾರ್ಯಕ್ರಮದಲ್ಲಿ ಹಿರಿಯ ನ್ಯಾಯವಾದಿಗಳಾದ ಶ್ರೀ ಬಿ ಎಮ್ ಯಲಿಗಾರ, ಎಸ್ ಬಿ ಗೊಂಬಿತ್ಸ, ಶ್ರೀ ಸಿ ಬಿ ಹಾಲೂರು, ಶ್ರೀ ಸಿ ಎಸ್ ಪಾಟೀಲ್ ಅವರನ್ನು ಸನ್ಮಾನಿಸಲಾಯಿತು. ನ್ಯಾಯವಾದಿಗಳ ಸಂಘದ ಎಲ್ಲ ಸದಸ್ಯರು ಭಾಗವಹಿಸಿದ್ದರು. ನಂತರ ನ್ಯಾಯಾಧೀಶರಿಗೆ ಸನ್ಮಾನಿಸಿ ಗೌರವಿಸಲಾಯಿತು. ಶ್ರೀ ಎಸ್ ಅಲದಕಟ್ಟಿ ನಿರೂಪಿಸಿದರು. ಕಾರ್ಯಕ್ರಮದ ನಂತರ ನ್ಯಾಯವಾದಿಗಳಿಗೆ ಸ್ನೇಹ ಕೂಟ ಏರ್ಪಡಿಸಲಾಗಿತ್ತು. <box>544 400 688 498</box>
frame-left-graphic <box>333 551 383 591</box>
dateline: (ಹಸಿರುಕ್ರಾಂತಿ ವರದಿ) <box>301 762 351 770</box>
dateline: (ಹಸಿರುಕ್ರಾಂತಿ ವರದಿ) <box>112 254 162 262</box>
contact-numbers: 9845258894 & 9880405161 <box>30 1373 139 1382</box>
article-ambedkar-bjp <box>252 712 692 1078</box>
yellow-mark <box>813 1448 822 1457</box>
headline-line2: ಕ್ರಮ ಕೈಗೊಳ್ಳದಿದ್ದರೆ ರಾಷ್ಟ್ರೀಯ ಹೆದ್ದಾರಿ ತಡೆ-ಮಹಿಳೆಯರ ಎಚ್ಚರಿಕೆ <box>260 1119 574 1137</box>
magenta-mark <box>802 1448 811 1457</box>
article-body-c: ಅಹೋರಾತ್ರಿ ಹೋರಾಟ ನಡೆಸುತ್ತಿದ್ದಾರೆ. ಎಮ್ ಎಸ್ ಐ ಎಲ್ ಮದ್ಯದಂಗಡಿ ಸ್ಥಳಾಂತರ ವಿಳಂಬವಾದರೆ ಅಧಿಕಾರಿಗಳ ವಿರುದ್ಧ ಉಗ್ರ ಹೋರಾಟ ಮಾಡಲಾಗುವುದು. ಧರಣಿಯಲ್ಲಿ ಮಹಿಳೆಯರು, ಗ್ರಾಮಸ್ಥರು, ಸಂಘಟನೆಗಳ ಪದಾಧಿಕಾರಿಗಳು ಭಾಗವಹಿಸಿದ್ದರು. ಧರಣಿ ಸ್ಥಳಕ್ಕೆ ತಹಶೀಲ್ದಾರ್ ಹಾಗೂ ಪೊಲೀಸ್ ಅಧಿಕಾರಿಗಳು ಭೇಟಿ ನೀಡಿ ಸಮಸ್ಯೆ ಆಲಿಸಿದರು. <box>416 1292 550 1345</box>
article-mahaparinirvana <box>700 1222 918 1425</box>
dateline: (ಹಸಿರುಕ್ರಾಂತಿ ವರದಿ) <box>112 1005 162 1013</box>
article-body-c: ಮಾಡಿ ಗೌರವ ನಮನ ಸಲ್ಲಿಸಿದರು. ಈ ಸಂದರ್ಭದಲ್ಲಿ ರಾಜ್ಯ ಒ.ಬಿ.ಸಿ ಮೋರ್ಚಾ ಕಾರ್ಯಕಾರಿಣಿ ಸದಸ್ಯ, ಜಿಲ್ಲಾ ಪ್ರಧಾನ ಕಾರ್ಯದರ್ಶಿ, ಮಂಡಲ ಅಧ್ಯಕ್ಷರು, ಯುವ ಮೋರ್ಚಾ ಅಧ್ಯಕ್ಷರು ಸೇರಿದಂತೆ ಅನೇಕ ಮುಖಂಡರು ಹಾಗೂ ಪಕ್ಷದ ಕಾರ್ಯಕರ್ತರು ಉಪಸ್ಥಿತರಿದ್ದರು. ಕಾರ್ಯಕ್ರಮವನ್ನು ಜಿಲ್ಲಾ ಕಾರ್ಯದರ್ಶಿ ನಿರೂಪಿಸಿ ವಂದಿಸಿದರು. <box>546 906 686 959</box>
article-dharmasthala <box>30 62 244 562</box>
key-mark <box>134 1448 143 1457</box>
magenta-mark <box>572 1448 581 1457</box>
date-block <box>754 32 858 60</box>
photo-mla-visit <box>704 86 918 218</box>
